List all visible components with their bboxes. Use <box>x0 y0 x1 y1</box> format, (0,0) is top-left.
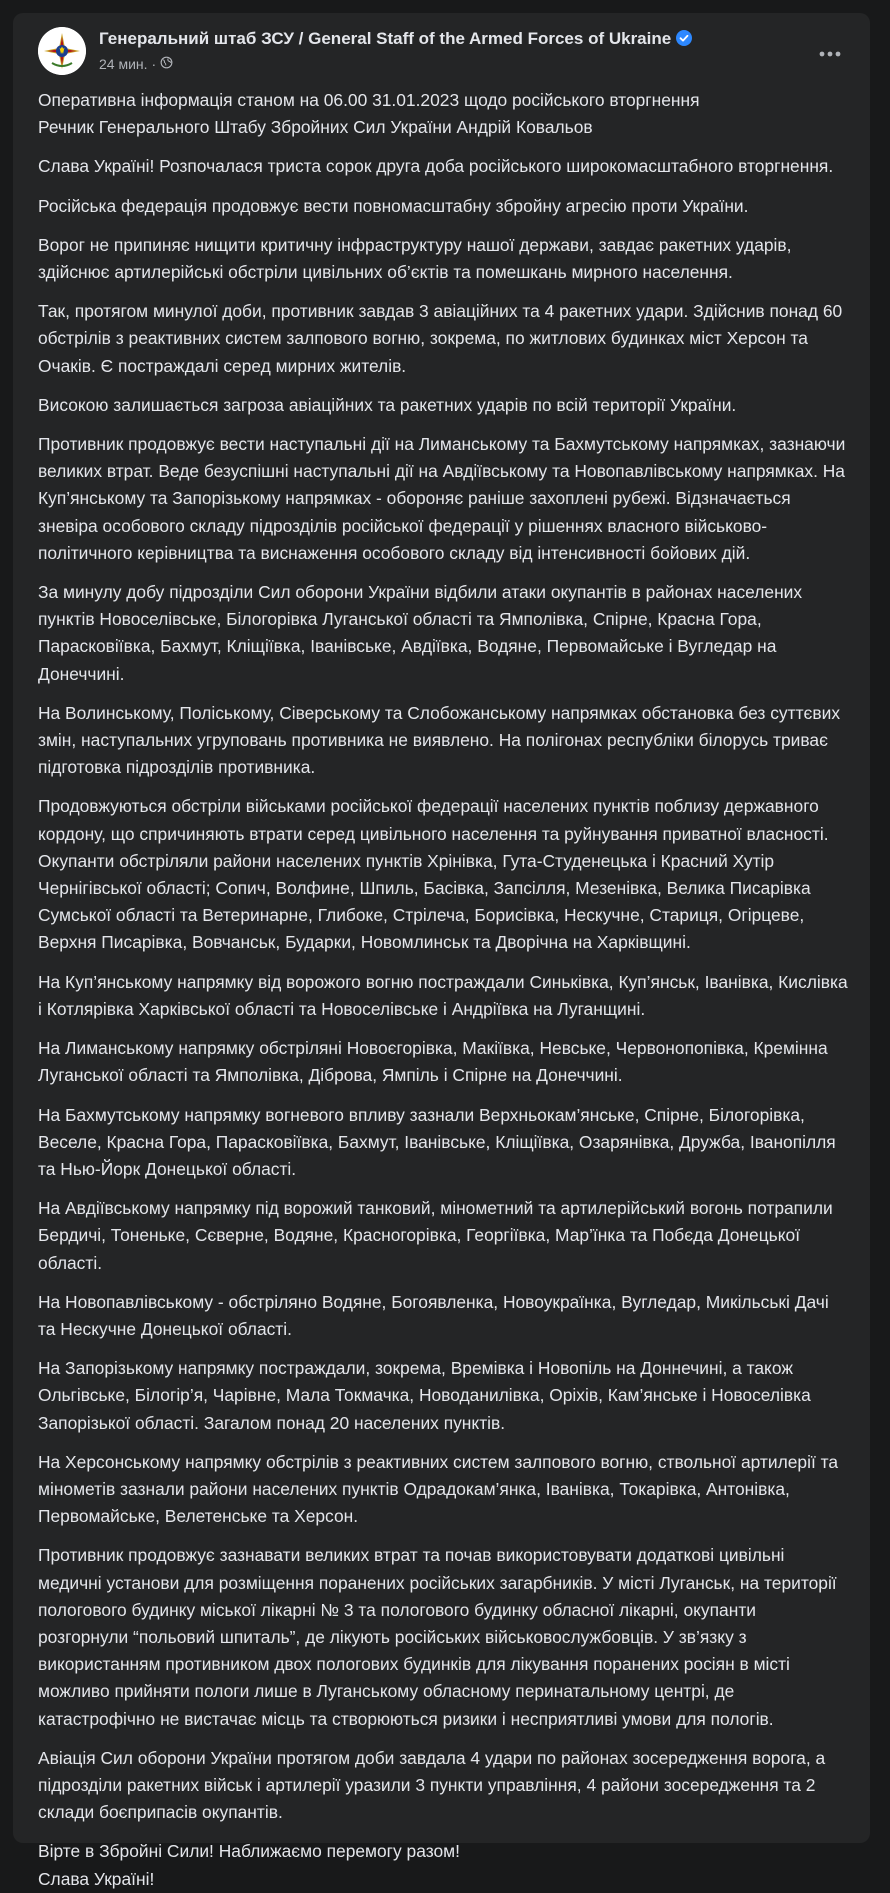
post-paragraph-closing: Слава Україні! <box>38 1868 155 1889</box>
post-paragraph: Авіація Сил оборони України протягом доби завдала 4 удари по районах зосередження ворога, а підрозділи ракетних військ і артилерії уразили 3 пункти управління, 4 райони зосередження та 2 склади боєприпасів окупантів. <box>38 1747 826 1823</box>
post-paragraph: На Бахмутському напрямку вогневого впливу зазнали Верхньокам’янське, Спірне, Білогорівка, Веселе, Красна Гора, Парасковіївка, Бахмут, Іванівське, Кліщіївка, Озарянівка, Дружба, Іванопілля та Нью-Йорк Донецької області. <box>38 1104 836 1179</box>
meta-separator: · <box>151 56 157 72</box>
more-options-button[interactable] <box>812 35 848 71</box>
post-card <box>13 13 870 1889</box>
post-paragraph: За минулу добу підрозділи Сил оборони України відбили атаки окупантів в районах населених пунктів Новоселівське, Білогорівка Луганської області та Ямполівка, Спірне, Красна Гора, Парасковіївка, Бахмут, Кліщіївка, Іванівське, Авдіївка, Водяне, Первомайське і Вугледар на Донеччині. <box>38 582 803 684</box>
post-paragraph-closing: Вірте в Збройні Сили! Наближаємо перемогу разом! <box>38 1841 460 1862</box>
post-paragraph: На Волинському, Поліському, Сіверському та Слобожанському напрямках обстановка без суттєвих змін, наступальних угруповань противника не виявлено. На полігонах республіки білорусь триває підготовка підрозділів противника. <box>38 702 841 778</box>
page-name-link[interactable] <box>99 29 692 51</box>
author-name[interactable]: Генеральний штаб ЗСУ / General Staff of the Armed Forces of Ukraine <box>99 29 672 48</box>
post-paragraph: На Лиманському напрямку обстріляні Новоєгорівка, Макіївка, Невське, Червонопопівка, Кремінна Луганської області та Ямполівка, Діброва, Ямпіль і Спірне на Донеччині. <box>38 1038 828 1086</box>
post-paragraph: На Новопавлівському - обстріляно Водяне, Богоявленка, Новоукраїнка, Вугледар, Микільські Дачі та Нескучне Донецької області. <box>38 1291 829 1339</box>
post-paragraph: Слава Україні! Розпочалася триста сорок друга доба російського широкомасштабного вторгнення. <box>38 156 834 177</box>
post-paragraph: Так, протягом минулої доби, противник завдав 3 авіаційних та 4 ракетних удари. Здійснив понад 60 обстрілів з реактивних систем залпового вогню, зокрема, по житлових будинках міст Херсон та Очаків. Є постраждалі серед мирних жителів. <box>38 301 843 376</box>
paragraph-text: Оперативна інформація станом на 06.00 31.01.2023 щодо російського вторгнення Речник Генерального Штабу Збройних Сил України Андрій Ковальов <box>38 90 700 138</box>
post-paragraph: Противник продовжує вести наступальні дії на Лиманському та Бахмутському напрямках, зазнаючи великих втрат. Веде безуспішні наступальні дії на Авдіївському та Новопавлівському напрямках. На Куп’янському та Запорізькому напрямках - обороняє раніше захоплені рубежі. Відзначається зневіра особового складу підрозділів російської федерації у рішеннях власного військово-політичного керівництва та виснаження особового складу від інтенсивності бойових дій. <box>38 434 846 563</box>
post-header <box>13 13 870 85</box>
page-avatar[interactable] <box>38 27 86 75</box>
post-meta <box>99 56 173 72</box>
post-paragraph: На Херсонському напрямку обстрілів з реактивних систем залпового вогню, ствольної артилерії та мінометів зазнали райони населених пунктів Одрадокам’янка, Іванівка, Токарівка, Антонівка, Первомайське, Велетенське та Херсон. <box>38 1451 839 1527</box>
post-paragraph: На Авдіївському напрямку під ворожий танковий, мінометний та артилерійський вогонь потрапили Бердичі, Тоненьке, Сєверне, Водяне, Красногорівка, Георгіївка, Мар’їнка та Побєда Донецької області. <box>38 1198 833 1273</box>
post-paragraph: Противник продовжує зазнавати великих втрат та почав використовувати додаткові цивільні медичні установи для розміщення поранених російських загарбників. У місті Луганськ, на території пологового будинку міської лікарні № 3 та пологового будинку обласної лікарні, окупанти розгорнули “польовий шпиталь”, де лікують російських військовослужбовців. У зв’язку з використанням противником двох пологових будинків для лікування поранених росіян в місті можливо прийняти пологи лише в Луганському обласному перинатальному центрі, де катастрофічно не вистачає місць та створюються ризики і несприятливі умови для пологів. <box>38 1545 837 1729</box>
post-paragraph: Продовжуються обстріли військами російської федерації населених пунктів поблизу державного кордону, що спричиняють втрати серед цивільного населення та руйнування приватної власності. Окупанти обстріляли райони населених пунктів Хрінівка, Гута-Студенецька і Красний Хутір Чернігівської області; Сопич, Волфине, Шпиль, Басівка, Запсілля, Мезенівка, Велика Писарівка Сумської області та Ветеринарне, Глибоке, Стрілеча, Борисівка, Нескучне, Стариця, Огірцеве, Верхня Писарівка, Вовчанськ, Бударки, Новомлинськ та Дворічна на Харківщині. <box>38 796 829 953</box>
post-paragraph: Високою залишається загроза авіаційних та ракетних ударів по всій території України. <box>38 394 737 415</box>
post-paragraph: Російська федерація продовжує вести повномасштабну збройну агресію проти України. <box>38 195 749 216</box>
post-paragraph-title <box>38 87 848 141</box>
post-paragraph: На Куп’янському напрямку від ворожого вогню постраждали Синьківка, Куп’янськ, Іванівка, Кислівка і Котлярівка Харківської області та Новоселівське і Андріївка на Луганщині. <box>38 971 848 1019</box>
post-paragraph: Ворог не припиняє нищити критичну інфраструктуру нашої держави, завдає ракетних ударів, здійснює артилерійські обстріли цивільних об’єктів та помешкань мирного населення. <box>38 234 792 283</box>
verified-badge-icon <box>676 30 692 51</box>
general-staff-emblem-icon <box>38 27 86 75</box>
post-timestamp[interactable]: 24 мин. <box>99 56 148 72</box>
post-paragraph: На Запорізькому напрямку постраждали, зокрема, Времівка і Новопіль на Доннечині, а також Ольгівське, Білогір’я, Чарівне, Мала Токмачка, Новоданилівка, Оріхів, Кам’янське і Новоселівка Запорізької області. Загалом понад 20 населених пунктів. <box>38 1358 811 1433</box>
globe-icon[interactable] <box>160 56 173 72</box>
more-horizontal-icon <box>819 44 841 62</box>
post-body <box>38 87 848 1893</box>
